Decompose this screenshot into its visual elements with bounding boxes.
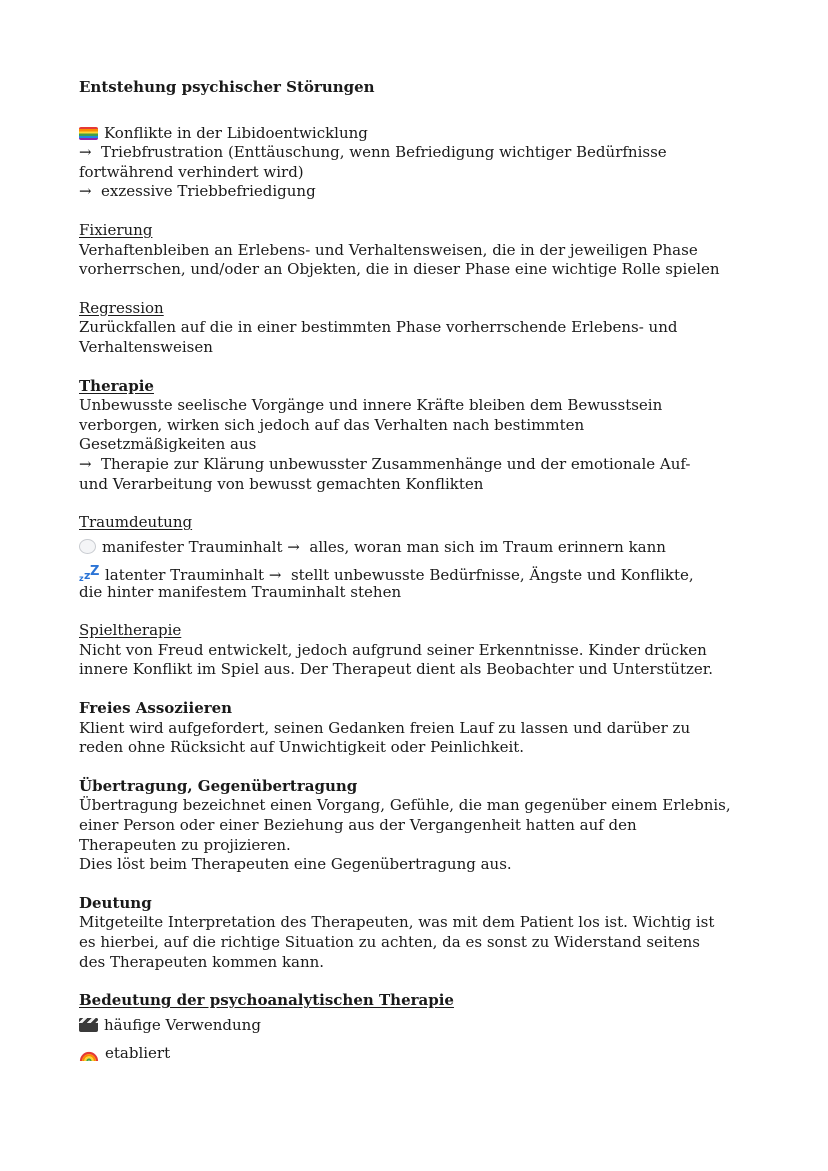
fixierung-line-2: vorherrschen, und/oder an Objekten, die in dieser Phase eine wichtige Rolle spielen (79, 260, 720, 279)
konflikte-line-1b: fortwährend verhindert wird) (79, 162, 304, 181)
fixierung-line-1: Verhaftenbleiben an Erlebens- und Verhaltensweisen, die in der jeweiligen Phase (79, 240, 698, 259)
section-spieltherapie (79, 621, 779, 680)
therapie-line-3: Gesetzmäßigkeiten aus (79, 435, 257, 454)
page-title: Entstehung psychischer Störungen (79, 78, 375, 96)
bedeutung-item-1: häufige Verwendung (79, 1011, 779, 1039)
arrow-icon: → (79, 143, 92, 162)
sleeping-zzz-icon: z z Z (79, 563, 100, 583)
uebertragung-line-1: Übertragung bezeichnet einen Vorgang, Gefühle, die man gegenüber einem Erlebnis, (79, 796, 731, 815)
konflikte-line-2: → exzessive Triebbefriedigung (79, 182, 316, 201)
therapie-line-2: verborgen, wirken sich jedoch auf das Verhalten nach bestimmten (79, 415, 585, 434)
regression-line-1: Zurückfallen auf die in einer bestimmten Phase vorherrschende Erlebens- und (79, 318, 678, 337)
thought-bubble-icon (79, 539, 96, 554)
traumdeutung-heading: Traumdeutung (79, 513, 193, 532)
clapper-board-icon (79, 1018, 98, 1032)
assoziieren-line-1: Klient wird aufgefordert, seinen Gedanken freien Lauf zu lassen und darüber zu (79, 718, 691, 737)
deutung-line-2: es hierbei, auf die richtige Situation zu achten, da es sonst zu Widerstand seitens (79, 933, 700, 951)
regression-heading: Regression (79, 298, 164, 317)
manifest-row: manifester Trauminhalt → alles, woran man sich im Traum erinnern kann (79, 533, 779, 561)
deutung-heading: Deutung (79, 893, 152, 912)
section-assoziieren (79, 699, 779, 758)
fixierung-heading: Fixierung (79, 220, 153, 239)
arrow-icon: → (287, 537, 300, 556)
section-deutung (79, 894, 779, 972)
therapie-line-4: → Therapie zur Klärung unbewusster Zusammenhänge und der emotionale Auf- (79, 454, 691, 473)
spieltherapie-heading: Spieltherapie (79, 621, 182, 640)
konflikte-heading: Konflikte in der Libidoentwicklung (104, 123, 368, 142)
arrow-icon: → (268, 565, 282, 584)
rainbow-flag-icon (79, 127, 98, 140)
deutung-line-3: des Therapeuten kommen kann. (79, 952, 325, 971)
document-page (79, 78, 779, 1067)
section-fixierung (79, 221, 779, 280)
assoziieren-heading: Freies Assoziieren (79, 699, 233, 718)
section-traumdeutung (79, 513, 779, 602)
deutung-line-1: Mitgeteilte Interpretation des Therapeuten, was mit dem Patient los ist. Wichtig ist (79, 913, 715, 932)
rainbow-icon (79, 1044, 99, 1062)
section-bedeutung (79, 991, 779, 1067)
section-regression (79, 299, 779, 358)
latent-line-2: die hinter manifestem Trauminhalt stehen (79, 582, 402, 601)
uebertragung-heading: Übertragung, Gegenübertragung (79, 776, 358, 795)
konflikte-heading-row (79, 124, 779, 144)
uebertragung-line-2: einer Person oder einer Beziehung aus der Vergangenheit hatten auf den (79, 816, 637, 835)
bedeutung-heading: Bedeutung der psychoanalytischen Therapie (79, 991, 454, 1010)
latent-row: z z Z latenter Trauminhalt → stellt unbewusste Bedürfnisse, Ängste und Konflikte, (79, 563, 694, 584)
regression-line-2: Verhaltensweisen (79, 337, 213, 356)
arrow-icon: → (79, 454, 92, 473)
section-uebertragung (79, 777, 779, 875)
uebertragung-line-4: Dies löst beim Therapeuten eine Gegenübertragung aus. (79, 855, 512, 874)
section-konflikte (79, 124, 779, 202)
spieltherapie-line-2: innere Konflikt im Spiel aus. Der Therapeut dient als Beobachter und Unterstützer. (79, 660, 714, 679)
section-therapie (79, 377, 779, 495)
assoziieren-line-2: reden ohne Rücksicht auf Unwichtigkeit oder Peinlichkeit. (79, 738, 525, 757)
konflikte-line-1: → Triebfrustration (Enttäuschung, wenn Befriedigung wichtiger Bedürfnisse (79, 143, 667, 162)
spieltherapie-line-1: Nicht von Freud entwickelt, jedoch aufgrund seiner Erkenntnisse. Kinder drücken (79, 640, 707, 659)
therapie-line-5: und Verarbeitung von bewusst gemachten Konflikten (79, 474, 484, 493)
bedeutung-item-2: etabliert (79, 1039, 779, 1067)
therapie-line-1: Unbewusste seelische Vorgänge und innere Kräfte bleiben dem Bewusstsein (79, 396, 663, 415)
therapie-heading: Therapie (79, 376, 154, 395)
arrow-icon: → (79, 182, 92, 201)
uebertragung-line-3: Therapeuten zu projizieren. (79, 835, 291, 854)
